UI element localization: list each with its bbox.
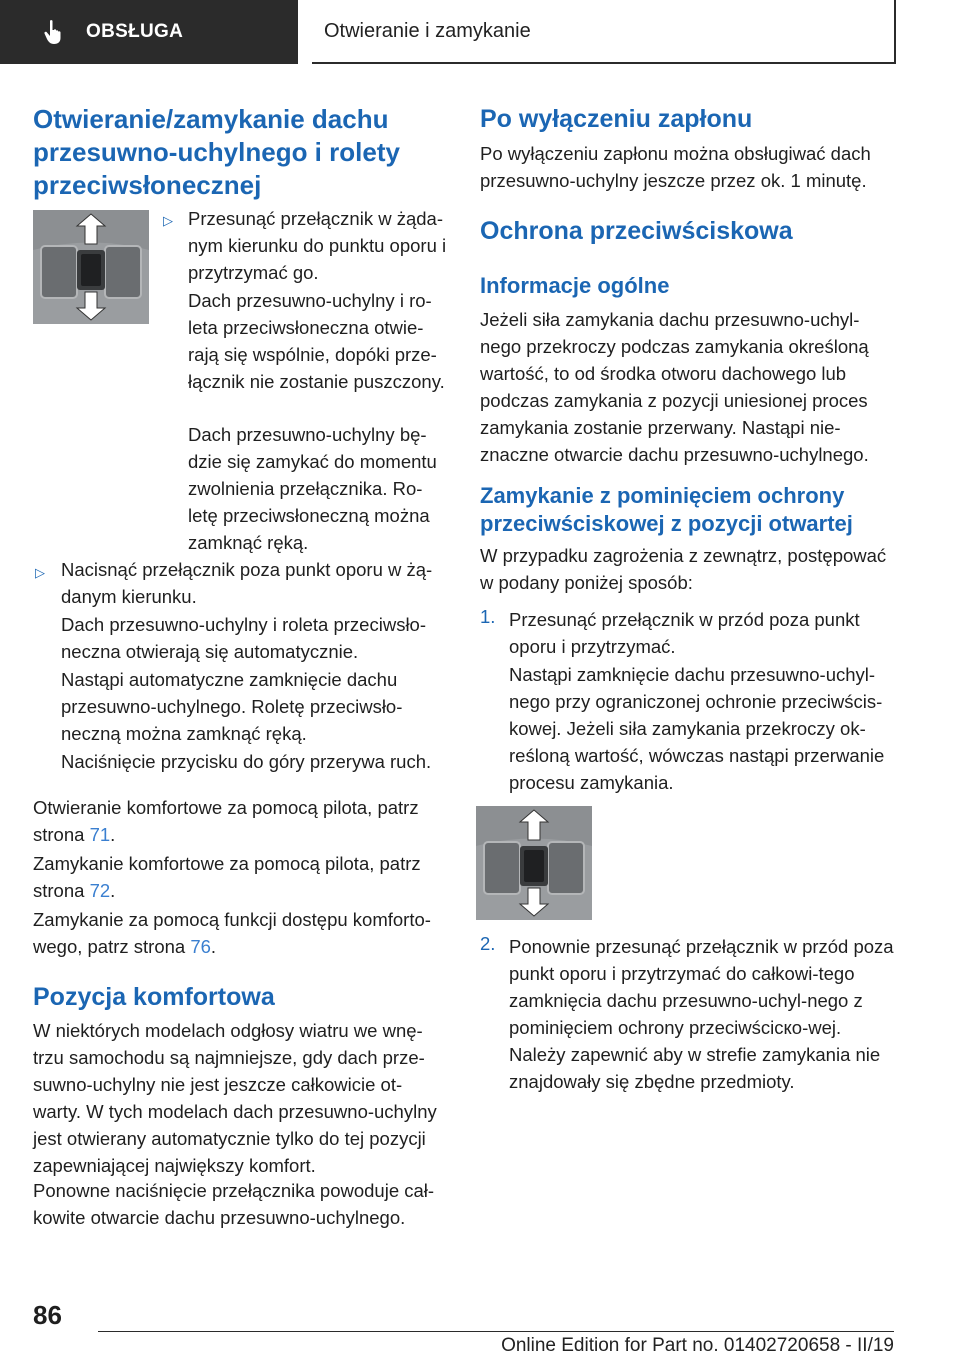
arrow-icon: ▷ [163,213,173,228]
section-tab [0,0,298,64]
section-label: OBSŁUGA [86,21,184,42]
roof-switch-illustration [33,210,149,324]
list-number-1: 1. [480,606,496,627]
list-item-2: Ponownie przesunąć przełącznik w przód poza punkt oporu i przytrzymać do całkowi-tego zamknięcia dachu przesuwno-uchyl-nego z pominięciem ochrony przeciwściско-wej. Należy zapewnić aby w strefie zamykania nie znajdowały się zbędne przedmioty. [509,936,894,1092]
comfort-position-text-2: Ponowne naciśnięcie przełącznika powoduje cał-kowite otwarcie dachu przesuwno-uchylnego. [33,1180,435,1228]
arrow-icon: ▷ [35,565,45,580]
pinch-protection-title: Ochrona przeciwściskowa [480,217,793,245]
step-1-text: Przesunąć przełącznik w żąda-nym kierunku do punktu oporu i przytrzymać go. [188,208,447,283]
footer-edition: Online Edition for Part no. 01402720658 - II/19 [501,1335,894,1356]
override-intro: W przypadku zagrożenia z zewnątrz, postępować w podany poniżej sposób: [480,545,887,593]
step-2-detail-1: Dach przesuwno-uchylny i roleta przeciwsło-neczna otwierają się automatycznie. [61,614,427,662]
page-link-72[interactable]: 72 [89,880,111,901]
hand-icon [42,19,66,45]
chapter-header [312,0,896,64]
step-2-detail-3: Naciśnięcie przycisku do góry przerywa ruch. [61,751,432,772]
page-link-71[interactable]: 71 [89,824,111,845]
comfort-position-title: Pozycja komfortowa [33,983,275,1011]
step-2-text: Nacisnąć przełącznik poza punkt oporu w żą-danym kierunku. [61,559,433,607]
page-number: 86 [33,1300,62,1330]
roof-switch-illustration [476,806,592,920]
comfort-position-text: W niektórych modelach odgłosy wiatru we wnę-trzu samochodu są najmniejsze, gdy dach prze-suwno-uchylny nie jest jeszcze całkowicie ot-warty. W tych modelach dach przesuwno-uchylny jest otwierany automatycznie tylko do tej pozycji zapewniającej największy komfort. [33,1020,437,1176]
page-link-76[interactable]: 76 [190,936,211,957]
comfort-open-ref: Otwieranie komfortowe za pomocą pilota, patrz strona 71. [33,797,419,845]
after-ignition-title: Po wyłączeniu zapłonu [480,105,753,133]
general-info-text: Jeżeli siła zamykania dachu przesuwno-uchyl-nego przekroczy podczas zamykania określoną wartość, to od środka otworu dachowego lub podczas zamykania z pozycji uniesionej proces zamykania zostanie przerwany. Nastąpi nie-znaczne otwarcie dachu przesuwno-uchylnego. [480,309,869,465]
footer-divider [98,1331,894,1332]
switch-image-2 [476,806,592,920]
override-title: Zamykanie z pominięciem ochrony przeciwściskowej z pozycji otwartej [480,483,853,536]
list-item-1-detail: Nastąpi zamknięcie dachu przesuwno-uchyl-nego przy ograniczonej ochronie przeciwścis-kowej. Jeżeli siła zamykania przekroczy ok-reśloną wartość, wówczas nastąpi przerwanie procesu zamykania. [509,664,885,793]
after-ignition-text: Po wyłączeniu zapłonu można obsługiwać dach przesuwno-uchylny jeszcze przez ok. 1 minutę. [480,143,871,191]
comfort-close-ref: Zamykanie komfortowe za pomocą pilota, patrz strona 72. [33,853,421,901]
section-title: Otwieranie/zamykanie dachu przesuwno-uchylnego i rolety przeciwsłonecznej [33,104,400,200]
general-info-title: Informacje ogólne [480,273,670,298]
comfort-access-ref: Zamykanie za pomocą funkcji dostępu komforto-wego, patrz strona 76. [33,909,431,957]
step-2-detail-2: Nastąpi automatyczne zamknięcie dachu przesuwno-uchylnego. Roletę przeciwsło-neczną można zamknąć ręką. [61,669,403,744]
list-item-1: Przesunąć przełącznik w przód poza punkt oporu i przytrzymać. [509,609,860,657]
list-number-2: 2. [480,933,496,954]
step-1-detail-1: Dach przesuwno-uchylny i ro-leta przeciwsłoneczna otwie-rają się wspólnie, dopóki prze-łącznik nie zostanie puszczony. [188,290,445,392]
chapter-title: Otwieranie i zamykanie [324,19,531,42]
step-1-detail-2: Dach przesuwno-uchylny bę-dzie się zamykać do momentu zwolnienia przełącznika. Ro-letę przeciwsłoneczną można zamknąć ręką. [188,424,437,553]
switch-image [33,210,149,324]
